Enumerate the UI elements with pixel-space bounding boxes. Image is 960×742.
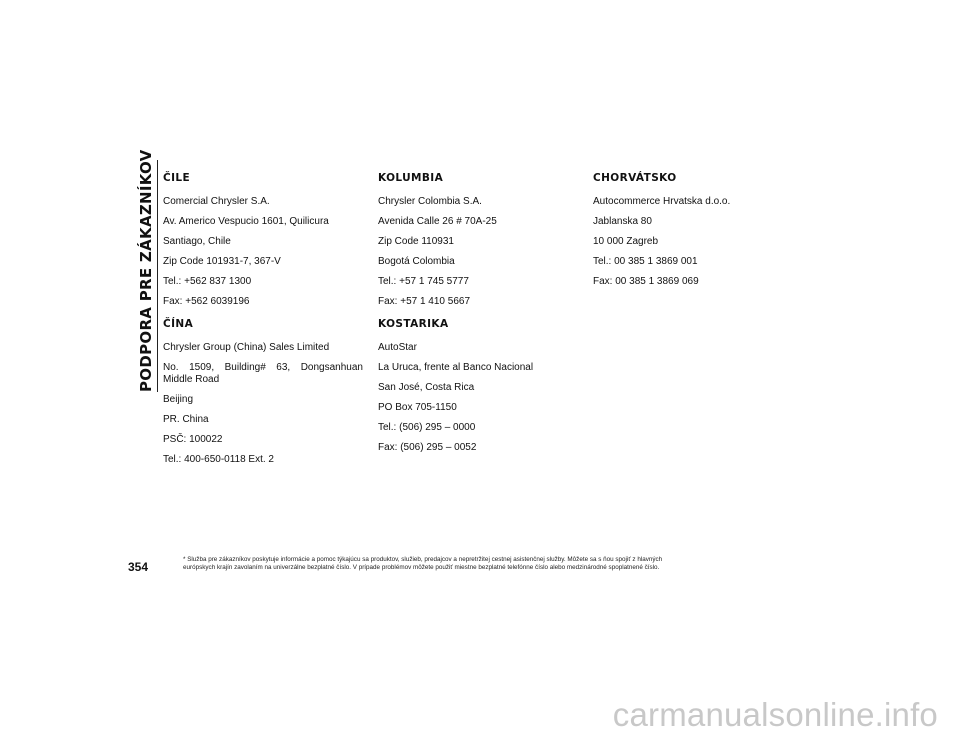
country-title: ČÍNA: [163, 318, 194, 330]
contact-column-3: [593, 168, 793, 288]
fax-line: Fax: (506) 295 – 0052: [378, 442, 477, 453]
contact-column-1: [163, 168, 363, 466]
postal-code-line: PSČ: 100022: [163, 434, 223, 445]
address-line: Bogotá Colombia: [378, 256, 455, 267]
fax-line: Fax: +57 1 410 5667: [378, 296, 471, 307]
address-line: PR. China: [163, 414, 209, 425]
address-line: Av. Americo Vespucio 1601, Quilicura: [163, 216, 329, 227]
address-line: Zip Code 101931-7, 367-V: [163, 256, 281, 267]
country-title: KOLUMBIA: [378, 172, 444, 184]
country-chile: [163, 168, 363, 308]
address-line: PO Box 705-1150: [378, 402, 457, 413]
address-line: Beijing: [163, 394, 194, 405]
address-line: AutoStar: [378, 342, 417, 353]
address-line: 10 000 Zagreb: [593, 236, 659, 247]
address-line: Jablanska 80: [593, 216, 652, 227]
address-line: Chrysler Group (China) Sales Limited: [163, 342, 330, 353]
country-croatia: [593, 168, 793, 288]
watermark: carmanualsonline.info: [612, 696, 938, 733]
address-line: Santiago, Chile: [163, 236, 231, 247]
phone-line: Tel.: 00 385 1 3869 001: [593, 256, 698, 267]
address-line: Chrysler Colombia S.A.: [378, 196, 482, 207]
fax-line: Fax: +562 6039196: [163, 296, 250, 307]
phone-line: Tel.: +57 1 745 5777: [378, 276, 469, 287]
address-line: San José, Costa Rica: [378, 382, 475, 393]
footnote: * Služba pre zákazníkov poskytuje informácie a pomoc týkajúcu sa produktov, služieb, predajcov a nepretržitej cestnej asistenčnej služby. Môžete sa s ňou spojiť z hlavných európskych krajín zavolaním na univerzálne bezplatné číslo. V prípade problémov môžete použiť miestne bezplatné telefónne číslo alebo medzinárodné spoplatnené číslo.: [183, 556, 663, 571]
address-line: Autocommerce Hrvatska d.o.o.: [593, 196, 731, 207]
section-divider: [157, 160, 158, 392]
page-number: 354: [128, 560, 149, 574]
country-costa-rica: [378, 314, 578, 454]
phone-line: Tel.: (506) 295 – 0000: [378, 422, 476, 433]
country-colombia: [378, 168, 578, 308]
address-line: Comercial Chrysler S.A.: [163, 196, 270, 207]
contact-column-2: [378, 168, 578, 454]
country-title: CHORVÁTSKO: [593, 172, 677, 184]
address-line: No. 1509, Building# 63, Dongsanhuan Middle Road: [163, 362, 363, 385]
country-china: [163, 314, 363, 466]
address-line: Avenida Calle 26 # 70A-25: [378, 216, 497, 227]
country-title: ČILE: [163, 172, 191, 184]
phone-line: Tel.: +562 837 1300: [163, 276, 252, 287]
fax-line: Fax: 00 385 1 3869 069: [593, 276, 699, 287]
address-line: Zip Code 110931: [378, 236, 454, 247]
section-title-vertical: PODPORA PRE ZÁKAZNÍKOV: [137, 149, 155, 392]
phone-line: Tel.: 400-650-0118 Ext. 2: [163, 454, 274, 465]
address-line: La Uruca, frente al Banco Nacional: [378, 362, 534, 373]
country-title: KOSTARIKA: [378, 318, 449, 330]
